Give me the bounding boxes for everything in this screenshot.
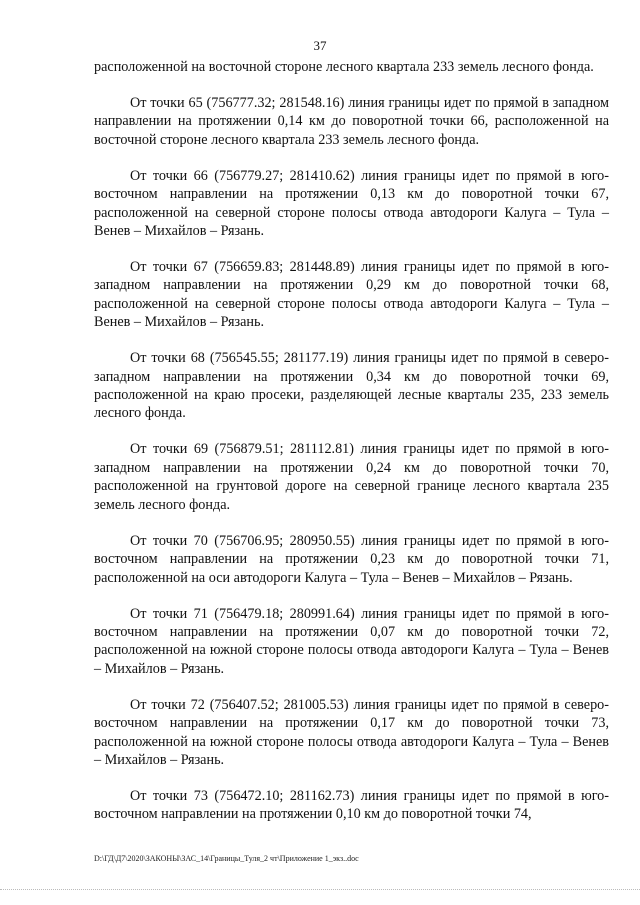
paragraph: От точки 66 (756779.27; 281410.62) линия границы идет по прямой в юго-восточном направлении на протяжении 0,13 км до поворотной точки 67, расположенной на северной стороне полосы отвода автодороги Калуга – Тула – Венев – Михайлов – Рязань. xyxy=(94,167,609,240)
page-number: 37 xyxy=(313,38,327,53)
paragraph: От точки 68 (756545.55; 281177.19) линия границы идет по прямой в северо-западном направлении на протяжении 0,34 км до поворотной точки 69, расположенной на краю просеки, разделяющей лесные кварталы 235, 233 земель лесного фонда. xyxy=(94,350,609,422)
paragraph: От точки 73 (756472.10; 281162.73) линия границы идет по прямой в юго-восточном направлении на протяжении 0,10 км до поворотной точки 74, xyxy=(94,787,609,823)
paragraph: От точки 65 (756777.32; 281548.16) линия границы идет по прямой в западном направлении на протяжении 0,14 км до поворотной точки 66, расположенной на восточной стороне лесного квартала 233 земель лесного фонда. xyxy=(94,95,609,148)
paragraph: От точки 72 (756407.52; 281005.53) линия границы идет по прямой в северо-восточном направлении на протяжении 0,17 км до поворотной точки 73, расположенной на южной стороне полосы отвода автодороги Калуга – Тула – Венев – Михайлов – Рязань. xyxy=(94,696,609,768)
paragraph: От точки 67 (756659.83; 281448.89) линия границы идет по прямой в юго-западном направлении на протяжении 0,29 км до поворотной точки 68, расположенной на северной стороне полосы отвода автодороги Калуга – Тула – Венев – Михайлов – Рязань. xyxy=(94,259,609,331)
scan-artifact-line xyxy=(0,889,640,891)
document-body xyxy=(94,58,609,841)
paragraph: От точки 70 (756706.95; 280950.55) линия границы идет по прямой в юго-восточном направлении на протяжении 0,23 км до поворотной точки 71, расположенной на оси автодороги Калуга – Тула – Венев – Михайлов – Рязань. xyxy=(94,532,609,586)
paragraph: От точки 71 (756479.18; 280991.64) линия границы идет по прямой в юго-восточном направлении на протяжении 0,07 км до поворотной точки 72, расположенной на южной стороне полосы отвода автодороги Калуга – Тула – Венев – Михайлов – Рязань. xyxy=(94,605,609,677)
paragraph: От точки 69 (756879.51; 281112.81) линия границы идет по прямой в юго-западном направлении на протяжении 0,24 км до поворотной точки 70, расположенной на грунтовой дороге на северной границе лесного квартала 235 земель лесного фонда. xyxy=(94,441,609,513)
paragraph: расположенной на восточной стороне лесного квартала 233 земель лесного фонда. xyxy=(94,59,594,75)
footer-file-path: D:\ГД\Д7\2020\ЗАКОНЫ\ЗАС_14\Границы_Туля_2 чт\Приложение 1_экз..doc xyxy=(94,854,359,863)
